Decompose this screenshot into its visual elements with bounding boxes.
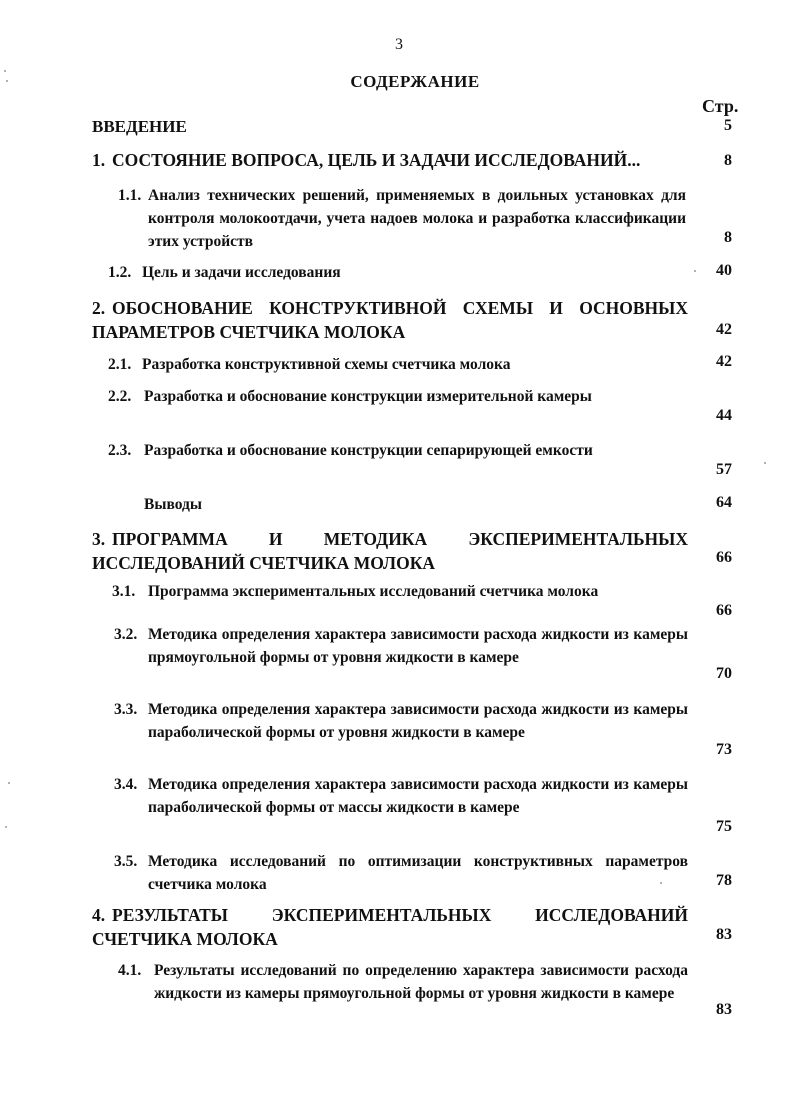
toc-entry-text: Цель и задачи исследования — [142, 264, 341, 281]
toc-page-number: 42 — [716, 321, 732, 338]
toc-entry-number: 1.2. — [108, 264, 132, 281]
toc-entry-text: Разработка конструктивной схемы счетчика молока — [142, 356, 511, 373]
toc-entry-number: 3. — [92, 529, 106, 549]
toc-page-number: 5 — [724, 117, 732, 134]
toc-entry-text: Методика определения характера зависимости расхода жидкости из камеры прямоугольной формы от уровня жидкости в камере — [148, 626, 688, 666]
toc-entry-text: Методика определения характера зависимости расхода жидкости из камеры параболической формы от массы жидкости в камере — [148, 776, 688, 816]
toc-page-number: 75 — [716, 818, 732, 835]
toc-entry-text: ПРОГРАММА И МЕТОДИКА ЭКСПЕРИМЕНТАЛЬНЫХ ИССЛЕДОВАНИЙ СЧЕТЧИКА МОЛОКА — [92, 529, 688, 573]
toc-entry-number: 2.1. — [108, 356, 132, 373]
toc-entry-text: Анализ технических решений, применяемых в доильных установках для контроля молокоотдачи, учета надоев молока и разработка классификации этих устройств — [148, 187, 686, 250]
toc-page-number: 73 — [716, 741, 732, 758]
toc-page-number: 70 — [716, 665, 732, 682]
toc-page-number: 66 — [716, 549, 732, 566]
toc-page-number: 83 — [716, 926, 732, 943]
toc-entry-text: Методика исследований по оптимизации конструктивных параметров счетчика молока — [148, 853, 688, 893]
page-column-label: Стр. — [702, 96, 739, 116]
toc-entry-number: 2.2. — [108, 388, 132, 405]
toc-entry-text: Результаты исследований по определению характера зависимости расхода жидкости из камеры прямоугольной формы от уровня жидкости в камере — [154, 962, 688, 1002]
toc-entry-number: 3.2. — [114, 626, 138, 643]
toc-entry-number: 2. — [92, 298, 106, 318]
toc-entry-number: 2.3. — [108, 442, 132, 459]
toc-page-number: 8 — [724, 152, 732, 169]
toc-page-number: 64 — [716, 494, 732, 511]
toc-page-number: 78 — [716, 872, 732, 889]
toc-entry-number: 3.1. — [112, 583, 136, 600]
toc-entry-number: 1.1. — [118, 187, 142, 204]
toc-entry-number: 3.4. — [114, 776, 138, 793]
toc-page-number: 8 — [724, 229, 732, 246]
toc-page-number: 83 — [716, 1001, 732, 1018]
toc-entry-text: РЕЗУЛЬТАТЫ ЭКСПЕРИМЕНТАЛЬНЫХ ИССЛЕДОВАНИЙ СЧЕТЧИКА МОЛОКА — [92, 905, 688, 949]
toc-entry-text: Методика определения характера зависимости расхода жидкости из камеры параболической формы от уровня жидкости в камере — [148, 701, 688, 741]
toc-entry-number: 3.5. — [114, 853, 138, 870]
toc-page-number: 40 — [716, 262, 732, 279]
toc-entry-text: Выводы — [144, 496, 202, 513]
page-title: СОДЕРЖАНИЕ — [350, 72, 480, 91]
toc-entry-number: 4. — [92, 905, 106, 925]
toc-entry-text: Разработка и обоснование конструкции измерительной камеры — [144, 388, 592, 405]
toc-entry-text: СОСТОЯНИЕ ВОПРОСА, ЦЕЛЬ И ЗАДАЧИ ИССЛЕДОВАНИЙ... — [112, 150, 641, 170]
toc-entry-text: ВВЕДЕНИЕ — [92, 117, 187, 136]
toc-entry-text: Программа экспериментальных исследований счетчика молока — [148, 583, 599, 600]
toc-page-number: 44 — [716, 407, 732, 424]
toc-entry-text: Разработка и обоснование конструкции сепарирующей емкости — [144, 442, 593, 459]
toc-entry-number: 3.3. — [114, 701, 138, 718]
toc-page-number: 66 — [716, 602, 732, 619]
toc-entry-number: 4.1. — [118, 962, 142, 979]
toc-page-number: 42 — [716, 353, 732, 370]
toc-entry-number: 1. — [92, 150, 106, 170]
page-number: 3 — [395, 36, 403, 53]
toc-entry-text: ОБОСНОВАНИЕ КОНСТРУКТИВНОЙ СХЕМЫ И ОСНОВНЫХ ПАРАМЕТРОВ СЧЕТЧИКА МОЛОКА — [92, 298, 688, 342]
toc-page-number: 57 — [716, 461, 732, 478]
